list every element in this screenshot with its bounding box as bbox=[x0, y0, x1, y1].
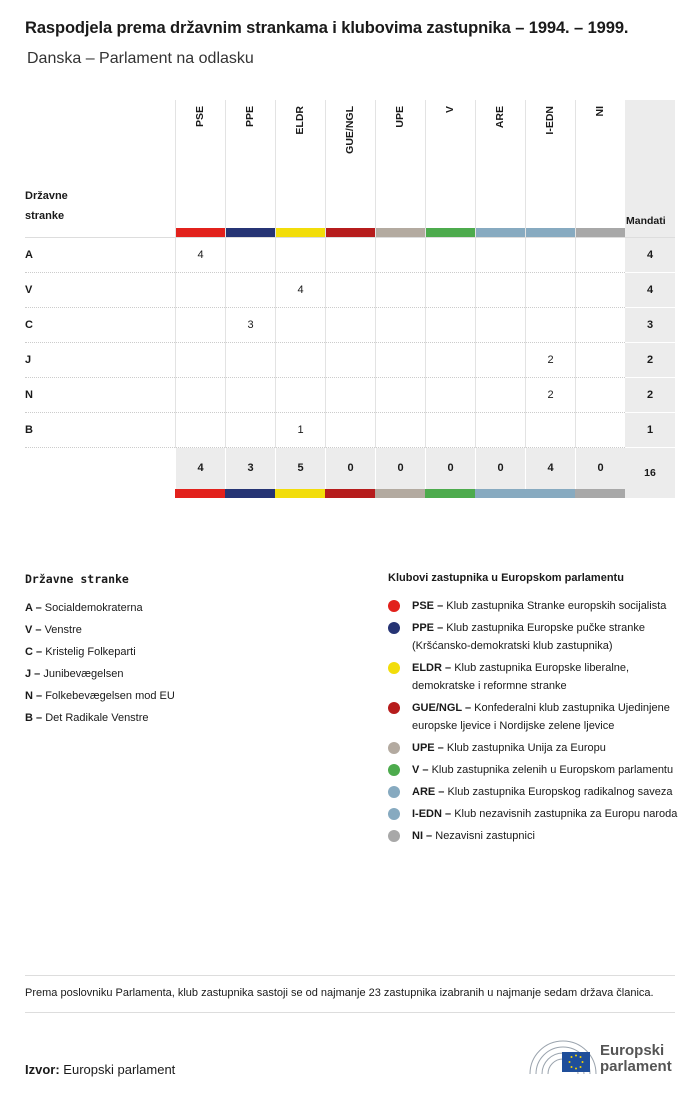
party-legend-name: Kristelig Folkeparti bbox=[45, 646, 136, 658]
group-legend-code: GUE/NGL – bbox=[412, 702, 472, 714]
group-color-bar bbox=[376, 228, 425, 237]
seat-cell bbox=[175, 308, 225, 343]
seat-cell bbox=[475, 273, 525, 308]
groups-legend bbox=[388, 572, 678, 849]
seat-cell bbox=[175, 273, 225, 308]
seat-cell: 4 bbox=[275, 273, 325, 308]
logo-line1: Europski bbox=[600, 1042, 665, 1059]
table-row bbox=[25, 413, 675, 448]
group-legend-item bbox=[388, 783, 678, 801]
party-legend-item bbox=[25, 619, 365, 641]
group-legend-item bbox=[388, 739, 678, 757]
group-total: 0 bbox=[475, 448, 525, 489]
group-total: 0 bbox=[575, 448, 625, 489]
seat-cell bbox=[475, 343, 525, 378]
seat-cell bbox=[325, 378, 375, 413]
footnote: Prema poslovniku Parlamenta, klub zastupnika sastoji se od najmanje 23 zastupnika izabranih u najmanje sedam država članica. bbox=[25, 975, 675, 1013]
group-legend-code: ELDR – bbox=[412, 662, 452, 674]
source-line bbox=[25, 1062, 175, 1077]
group-header-label: UPE bbox=[394, 106, 406, 128]
group-color-bar bbox=[175, 489, 225, 498]
group-color-dot bbox=[388, 830, 400, 842]
group-color-bar bbox=[476, 228, 525, 237]
group-color-bar bbox=[226, 228, 275, 237]
group-color-bar bbox=[225, 489, 275, 498]
group-color-bar bbox=[426, 228, 475, 237]
group-color-bar bbox=[575, 489, 625, 498]
row-total: 1 bbox=[625, 413, 675, 448]
group-legend-name: Klub zastupnika Europske liberalne, demokratske i reformne stranke bbox=[412, 662, 630, 692]
group-legend-code: PSE – bbox=[412, 600, 444, 612]
seat-cell bbox=[375, 413, 425, 448]
table-row bbox=[25, 378, 675, 413]
source-value: Europski parlament bbox=[63, 1062, 176, 1077]
seat-cell bbox=[525, 273, 575, 308]
group-header bbox=[425, 100, 475, 237]
group-header-label: PSE bbox=[194, 106, 206, 128]
group-legend-code: I-EDN – bbox=[412, 808, 452, 820]
seat-cell bbox=[275, 308, 325, 343]
party-legend-item bbox=[25, 663, 365, 685]
group-color-bar bbox=[176, 228, 225, 237]
group-color-bar bbox=[475, 489, 525, 498]
seat-cell bbox=[325, 273, 375, 308]
party-code: C bbox=[25, 319, 33, 331]
seat-cell bbox=[575, 273, 625, 308]
group-header-label: ARE bbox=[494, 106, 506, 129]
group-legend-code: UPE – bbox=[412, 742, 444, 754]
logo-line2: parlament bbox=[600, 1058, 672, 1075]
group-legend-name: Klub zastupnika Europskog radikalnog saveza bbox=[447, 786, 673, 798]
group-header bbox=[325, 100, 375, 237]
party-legend-name: Det Radikale Venstre bbox=[45, 712, 149, 724]
group-header bbox=[225, 100, 275, 237]
group-header-label: PPE bbox=[244, 106, 256, 128]
group-total: 0 bbox=[425, 448, 475, 489]
seat-cell bbox=[525, 308, 575, 343]
seat-cell: 2 bbox=[525, 378, 575, 413]
party-code: B bbox=[25, 424, 33, 436]
party-legend-name: Venstre bbox=[44, 624, 82, 636]
logo-text bbox=[600, 1043, 672, 1075]
group-legend-item bbox=[388, 805, 678, 823]
party-legend-item bbox=[25, 641, 365, 663]
group-header-label: ELDR bbox=[294, 106, 306, 135]
party-code: J bbox=[25, 354, 32, 366]
party-legend-item bbox=[25, 685, 365, 707]
group-legend-item bbox=[388, 619, 678, 655]
table-header bbox=[25, 100, 675, 238]
table-row bbox=[25, 343, 675, 378]
group-header bbox=[475, 100, 525, 237]
group-total: 4 bbox=[175, 448, 225, 489]
group-color-bar bbox=[326, 228, 375, 237]
seat-cell bbox=[225, 238, 275, 273]
group-color-bar bbox=[276, 228, 325, 237]
seat-cell bbox=[475, 308, 525, 343]
group-legend-name: Klub zastupnika zelenih u Europskom parlamentu bbox=[431, 764, 674, 776]
seat-cell bbox=[425, 238, 475, 273]
page-title: Raspodjela prema državnim strankama i klubovima zastupnika – 1994. – 1999. bbox=[25, 19, 629, 37]
row-header-label bbox=[25, 186, 68, 226]
group-color-dot bbox=[388, 786, 400, 798]
groups-legend-title: Klubovi zastupnika u Europskom parlamentu bbox=[388, 572, 624, 584]
party-legend-code: J – bbox=[25, 668, 41, 680]
group-color-bar bbox=[526, 228, 575, 237]
group-total: 4 bbox=[525, 448, 575, 489]
group-legend-code: ARE – bbox=[412, 786, 445, 798]
seat-cell bbox=[225, 343, 275, 378]
row-header-line2: stranke bbox=[25, 210, 65, 222]
totals-row bbox=[25, 448, 675, 498]
group-legend-code: PPE – bbox=[412, 622, 444, 634]
party-legend-name: Socialdemokraterna bbox=[44, 602, 143, 614]
group-header bbox=[175, 100, 225, 237]
mandati-label: Mandati bbox=[626, 215, 666, 227]
parties-legend-title: Državne stranke bbox=[25, 572, 129, 586]
seat-cell bbox=[475, 413, 525, 448]
group-header-label: V bbox=[444, 106, 456, 114]
row-total: 4 bbox=[625, 238, 675, 273]
group-color-dot bbox=[388, 764, 400, 776]
seat-cell bbox=[325, 308, 375, 343]
party-legend-item bbox=[25, 597, 365, 619]
seat-cell bbox=[525, 413, 575, 448]
group-color-bar bbox=[325, 489, 375, 498]
group-legend-name: Konfederalni klub zastupnika Ujedinjene europske ljevice i Nordijske zelene ljevice bbox=[412, 702, 670, 732]
group-header bbox=[575, 100, 625, 237]
group-legend-item bbox=[388, 699, 678, 735]
seat-cell: 3 bbox=[225, 308, 275, 343]
seat-cell bbox=[425, 343, 475, 378]
group-legend-item bbox=[388, 597, 678, 615]
group-legend-name: Nezavisni zastupnici bbox=[435, 830, 535, 842]
seat-cell bbox=[375, 238, 425, 273]
seat-cell bbox=[525, 238, 575, 273]
group-color-bar bbox=[425, 489, 475, 498]
group-header-label: GUE/NGL bbox=[344, 106, 356, 154]
seat-cell bbox=[475, 378, 525, 413]
group-legend-item bbox=[388, 659, 678, 695]
table-row bbox=[25, 273, 675, 308]
group-color-dot bbox=[388, 742, 400, 754]
group-legend-code: NI – bbox=[412, 830, 433, 842]
seat-cell bbox=[425, 308, 475, 343]
party-code: V bbox=[25, 284, 33, 296]
seat-cell bbox=[375, 273, 425, 308]
seat-cell bbox=[575, 378, 625, 413]
group-total: 0 bbox=[325, 448, 375, 489]
group-color-dot bbox=[388, 808, 400, 820]
seat-cell bbox=[275, 378, 325, 413]
seat-cell bbox=[275, 343, 325, 378]
row-total: 2 bbox=[625, 343, 675, 378]
group-header-label: NI bbox=[594, 106, 606, 117]
group-header bbox=[275, 100, 325, 237]
row-total: 2 bbox=[625, 378, 675, 413]
party-legend-code: B – bbox=[25, 712, 43, 724]
page-subtitle: Danska – Parlament na odlasku bbox=[27, 50, 254, 67]
seat-cell bbox=[375, 378, 425, 413]
group-color-bar bbox=[525, 489, 575, 498]
group-legend-item bbox=[388, 761, 678, 779]
seat-cell bbox=[325, 413, 375, 448]
parties-legend bbox=[25, 572, 365, 729]
group-legend-name: Klub nezavisnih zastupnika za Europu naroda bbox=[454, 808, 678, 820]
seat-cell: 1 bbox=[275, 413, 325, 448]
party-legend-code: V – bbox=[25, 624, 42, 636]
seat-cell bbox=[375, 343, 425, 378]
group-total: 0 bbox=[375, 448, 425, 489]
seat-cell bbox=[225, 273, 275, 308]
party-legend-name: Folkebevægelsen mod EU bbox=[45, 690, 175, 702]
party-code: N bbox=[25, 389, 33, 401]
seat-cell bbox=[275, 238, 325, 273]
group-legend-code: V – bbox=[412, 764, 429, 776]
seat-cell bbox=[175, 413, 225, 448]
party-legend-item bbox=[25, 707, 365, 729]
row-header-line1: Državne bbox=[25, 190, 68, 202]
seat-cell bbox=[425, 378, 475, 413]
row-total: 3 bbox=[625, 308, 675, 343]
seat-cell bbox=[575, 343, 625, 378]
seat-cell: 2 bbox=[525, 343, 575, 378]
seat-cell bbox=[175, 378, 225, 413]
group-color-dot bbox=[388, 702, 400, 714]
group-color-dot bbox=[388, 600, 400, 612]
seat-cell bbox=[375, 308, 425, 343]
seat-cell bbox=[575, 413, 625, 448]
group-legend-name: Klub zastupnika Europske pučke stranke (Kršćansko-demokratski klub zastupnika) bbox=[412, 622, 645, 652]
seat-cell bbox=[425, 273, 475, 308]
table-row bbox=[25, 308, 675, 343]
mandati-header bbox=[625, 100, 675, 237]
group-legend-name: Klub zastupnika Unija za Europu bbox=[446, 742, 606, 754]
party-legend-code: N – bbox=[25, 690, 43, 702]
row-total: 4 bbox=[625, 273, 675, 308]
group-color-dot bbox=[388, 622, 400, 634]
seat-cell bbox=[175, 343, 225, 378]
group-header bbox=[525, 100, 575, 237]
seat-cell bbox=[225, 378, 275, 413]
group-header bbox=[375, 100, 425, 237]
seat-cell bbox=[575, 238, 625, 273]
seat-table bbox=[25, 100, 675, 498]
group-color-bar bbox=[375, 489, 425, 498]
party-legend-code: A – bbox=[25, 602, 42, 614]
seat-cell: 4 bbox=[175, 238, 225, 273]
party-code: A bbox=[25, 249, 33, 261]
party-legend-name: Junibevægelsen bbox=[43, 668, 124, 680]
group-header-label: I-EDN bbox=[544, 106, 556, 135]
seat-cell bbox=[475, 238, 525, 273]
group-color-dot bbox=[388, 662, 400, 674]
group-legend-name: Klub zastupnika Stranke europskih socijalista bbox=[446, 600, 667, 612]
party-legend-code: C – bbox=[25, 646, 43, 658]
seat-cell bbox=[425, 413, 475, 448]
ep-logo bbox=[528, 1038, 678, 1078]
group-color-bar bbox=[275, 489, 325, 498]
seat-cell bbox=[225, 413, 275, 448]
group-total: 3 bbox=[225, 448, 275, 489]
group-color-bar bbox=[576, 228, 625, 237]
group-legend-item bbox=[388, 827, 678, 845]
group-total: 5 bbox=[275, 448, 325, 489]
hemicycle-icon bbox=[528, 1038, 598, 1078]
seat-cell bbox=[575, 308, 625, 343]
source-label: Izvor: bbox=[25, 1062, 60, 1077]
table-row bbox=[25, 238, 675, 273]
seat-cell bbox=[325, 343, 375, 378]
seat-cell bbox=[325, 238, 375, 273]
grand-total: 16 bbox=[625, 448, 675, 498]
